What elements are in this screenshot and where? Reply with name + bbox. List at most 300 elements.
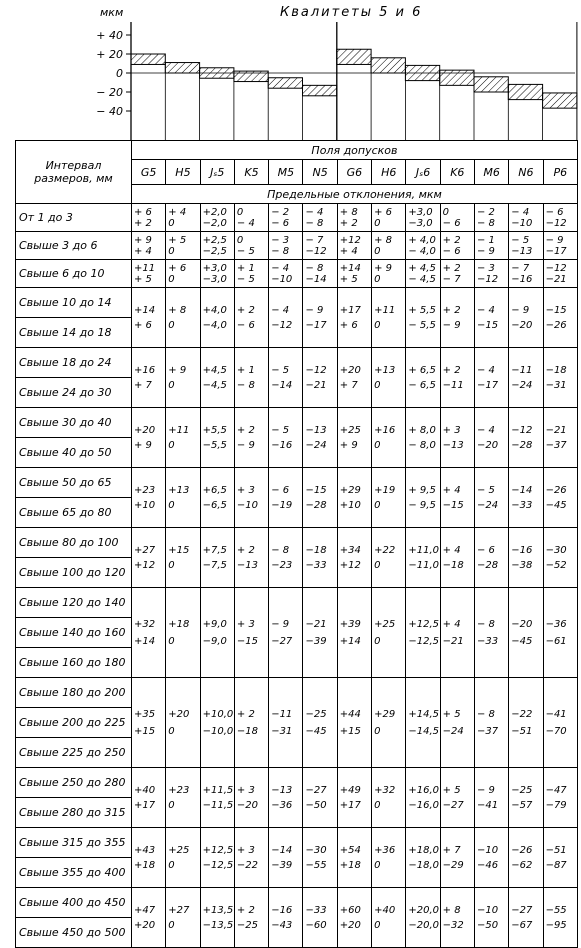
lower-deviation: 0 [374,273,381,285]
lower-deviation: −39 [305,635,327,647]
deviation-cell [234,678,268,768]
deviation-cell [474,528,508,588]
deviation-cell [372,260,406,288]
lower-deviation: 0 [168,725,175,737]
diagram-title: Квалитеты 5 и 6 [280,5,423,20]
deviation-cell [303,588,337,678]
deviation-cell [543,232,577,260]
deviation-cell [474,888,508,948]
upper-deviation: − 4 [476,364,495,376]
lower-deviation: + 5 [339,273,358,285]
table-row [16,468,578,498]
deviation-cell [132,678,166,768]
upper-deviation: +11,5 [202,784,234,796]
deviation-cell [200,204,234,232]
deviation-cell [337,232,371,260]
lower-deviation: +18 [134,859,156,871]
tolerance-field-bar [371,58,405,73]
upper-deviation: + 2 [236,904,255,916]
upper-deviation: +13 [374,364,396,376]
deviation-cell [543,204,577,232]
lower-deviation: −4,0 [202,319,227,331]
deviation-cell [406,260,440,288]
interval-label: Свыше 280 до 315 [16,798,132,828]
upper-deviation: +16 [374,424,396,436]
deviation-cell [200,528,234,588]
upper-deviation: + 3 [236,844,255,856]
upper-deviation: +44 [339,708,361,720]
lower-deviation: − 9,5 [408,499,436,511]
deviation-cell [132,348,166,408]
deviation-cell [234,588,268,678]
upper-deviation: +20,0 [408,904,440,916]
lower-deviation: −13 [511,245,533,257]
upper-deviation: +11,0 [408,544,440,556]
deviation-cell [372,288,406,348]
lower-deviation: 0 [374,319,381,331]
deviation-cell [132,408,166,468]
deviation-cell [200,260,234,288]
upper-deviation: −26 [511,844,533,856]
lower-deviation: −16 [271,439,293,451]
deviation-cell [200,232,234,260]
deviation-cell [474,260,508,288]
deviation-cell [509,348,543,408]
deviation-cell [474,768,508,828]
deviation-cell [543,260,577,288]
upper-deviation: −16 [511,544,533,556]
lower-deviation: −51 [511,725,533,737]
table-row [16,678,578,708]
upper-deviation: −47 [545,784,567,796]
deviation-cell [269,678,303,768]
deviation-cell [269,288,303,348]
deviation-cell [132,232,166,260]
lower-deviation: +17 [339,799,361,811]
lower-deviation: 0 [168,439,175,451]
upper-deviation: +40 [134,784,156,796]
deviation-cell [303,678,337,768]
deviation-cell [132,828,166,888]
lower-deviation: 0 [374,217,381,229]
lower-deviation: − 4,0 [408,245,436,257]
tolerance-field-bar [131,54,165,64]
deviation-cell [234,888,268,948]
interval-label: Свыше 180 до 200 [16,678,132,708]
upper-deviation: +3,0 [408,206,433,218]
upper-deviation: −13 [305,424,327,436]
lower-deviation: −11 [442,379,464,391]
upper-deviation: +15 [168,544,190,556]
lower-deviation: −4,5 [202,379,227,391]
upper-deviation: +25 [374,618,396,630]
upper-deviation: +16 [134,364,156,376]
deviation-cell [509,678,543,768]
deviation-cell [543,288,577,348]
upper-deviation: −21 [545,424,567,436]
deviation-cell [269,528,303,588]
interval-label: Свыше 225 до 250 [16,738,132,768]
deviation-cell [303,288,337,348]
lower-deviation: −62 [511,859,533,871]
tolerance-field-bar [234,71,268,81]
deviation-cell [166,408,200,468]
deviation-cell [543,528,577,588]
lower-deviation: −43 [271,919,293,931]
lower-deviation: −12,5 [408,635,440,647]
deviation-cell [474,588,508,678]
upper-deviation: −11 [271,708,293,720]
deviation-cell [406,528,440,588]
deviation-cell [337,588,371,678]
lower-deviation: +10 [339,499,361,511]
lower-deviation: − 5,5 [408,319,436,331]
lower-deviation: −10 [271,273,293,285]
upper-deviation: +2,0 [202,206,227,218]
upper-deviation: − 6 [271,484,290,496]
upper-deviation: + 8 [374,234,392,246]
deviation-cell [337,768,371,828]
upper-deviation: − 5 [271,364,290,376]
lower-deviation: −15 [442,499,464,511]
lower-deviation: + 2 [134,217,152,229]
deviation-cell [303,528,337,588]
upper-deviation: + 9 [168,364,187,376]
lower-deviation: + 7 [339,379,358,391]
deviation-cell [406,588,440,678]
upper-deviation: + 3 [236,618,255,630]
deviation-cell [509,204,543,232]
lower-deviation: −16 [511,273,533,285]
upper-deviation: − 9 [476,784,495,796]
lower-deviation: −3,0 [408,217,433,229]
lower-deviation: −28 [511,439,533,451]
upper-deviation: −12 [511,424,533,436]
interval-label: Свыше 120 до 140 [16,588,132,618]
upper-deviation: −14 [511,484,533,496]
lower-deviation: − 6 [236,319,255,331]
upper-deviation: − 4 [476,304,495,316]
lower-deviation: − 8,0 [408,439,436,451]
interval-label: Свыше 100 до 120 [16,558,132,588]
deviation-cell [543,588,577,678]
deviation-cell [372,408,406,468]
lower-deviation: −24 [442,725,464,737]
lower-deviation: −61 [545,635,567,647]
deviation-cell [234,528,268,588]
deviation-cell [509,768,543,828]
lower-deviation: 0 [168,799,175,811]
lower-deviation: + 4 [134,245,152,257]
deviation-cell [166,288,200,348]
lower-deviation: −10,0 [202,725,234,737]
lower-deviation: −15 [236,635,258,647]
lower-deviation: +10 [134,499,156,511]
lower-deviation: −14 [305,273,327,285]
table-row [16,348,578,378]
lower-deviation: −9,0 [202,635,227,647]
upper-deviation: − 2 [271,206,290,218]
upper-deviation: + 8 [168,304,187,316]
deviation-cell [234,828,268,888]
upper-deviation: +35 [134,708,156,720]
upper-deviation: + 2 [236,544,255,556]
deviation-cell [303,348,337,408]
upper-deviation: − 6 [545,206,564,218]
deviation-cell [406,768,440,828]
lower-deviation: −11,5 [202,799,234,811]
upper-deviation: − 2 [476,206,495,218]
upper-deviation: −55 [545,904,567,916]
deviation-cell [509,408,543,468]
upper-deviation: +3,0 [202,262,227,274]
deviation-cell [234,260,268,288]
upper-deviation: − 6 [476,544,495,556]
upper-deviation: −13 [271,784,293,796]
upper-deviation: −27 [305,784,327,796]
lower-deviation: −7,5 [202,559,227,571]
deviation-cell [303,232,337,260]
table-row [16,528,578,558]
upper-deviation: +9,0 [202,618,227,630]
fields-header: Поля допусков [132,141,578,160]
upper-deviation: +49 [339,784,361,796]
upper-deviation: +20 [168,708,190,720]
deviation-cell [440,528,474,588]
deviation-cell [440,288,474,348]
lower-deviation: −41 [476,799,499,811]
deviation-cell [269,588,303,678]
lower-deviation: −26 [545,319,567,331]
deviation-cell [269,888,303,948]
deviation-cell [303,828,337,888]
deviation-cell [543,678,577,768]
lower-deviation: − 8 [305,217,324,229]
table-row [16,260,578,288]
deviation-cell [440,678,474,768]
deviation-cell [440,348,474,408]
lower-deviation: 0 [168,319,175,331]
lower-deviation: − 8 [236,379,255,391]
deviation-cell [440,204,474,232]
upper-deviation: +14 [134,304,156,316]
upper-deviation: +14,5 [408,708,440,720]
tolerance-field-bar [405,65,439,80]
lower-deviation: −18 [236,725,258,737]
upper-deviation: + 4 [442,544,461,556]
upper-deviation: − 5 [476,484,495,496]
lower-deviation: 0 [168,859,175,871]
upper-deviation: +18,0 [408,844,440,856]
lower-deviation: −3,0 [202,273,227,285]
deviation-cell [200,588,234,678]
deviation-cell [132,528,166,588]
deviation-cell [337,260,371,288]
upper-deviation: −36 [545,618,567,630]
diagram-tick-label: + 20 [96,48,123,61]
deviation-cell [372,768,406,828]
upper-deviation: − 4 [511,206,530,218]
deviation-cell [200,288,234,348]
deviation-cell [474,468,508,528]
lower-deviation: − 8 [271,245,290,257]
interval-label: Свыше 18 до 24 [16,348,132,378]
deviation-cell [200,408,234,468]
table-row [16,408,578,438]
lower-deviation: −45 [511,635,533,647]
upper-deviation: + 4,0 [408,234,436,246]
interval-label: Свыше 140 до 160 [16,618,132,648]
upper-deviation: + 4 [168,206,187,218]
deviation-cell [406,408,440,468]
lower-deviation: 0 [168,245,175,257]
lower-deviation: −14 [271,379,293,391]
upper-deviation: +2,5 [202,234,227,246]
deviation-cell [269,348,303,408]
interval-label: От 1 до 3 [16,204,132,232]
diagram-tick-label: 0 [116,67,123,80]
upper-deviation: +22 [374,544,396,556]
upper-deviation: − 4 [476,424,495,436]
lower-deviation: 0 [168,217,175,229]
upper-deviation: −20 [511,618,533,630]
deviation-cell [166,828,200,888]
lower-deviation: −20 [236,799,258,811]
deviation-cell [269,408,303,468]
interval-label: Свыше 160 до 180 [16,648,132,678]
tolerance-field-bar [543,93,577,108]
upper-deviation: +32 [374,784,396,796]
upper-deviation: −30 [305,844,327,856]
upper-deviation: +11 [168,424,190,436]
lower-deviation: −70 [545,725,567,737]
table-row [16,204,578,232]
upper-deviation: + 3 [442,424,461,436]
upper-deviation: − 9 [271,618,290,630]
deviation-cell [543,468,577,528]
upper-deviation: +29 [374,708,396,720]
deviation-cell [269,232,303,260]
deviation-cell [509,468,543,528]
deviation-cell [509,528,543,588]
deviations-header: Предельные отклонения, мкм [132,185,578,204]
lower-deviation: + 7 [134,379,152,391]
upper-deviation: +34 [339,544,361,556]
lower-deviation: −18 [442,559,464,571]
upper-deviation: +16,0 [408,784,440,796]
lower-deviation: − 6 [442,245,461,257]
upper-deviation: − 7 [305,234,324,246]
deviation-cell [234,468,268,528]
deviation-cell [406,288,440,348]
lower-deviation: 0 [168,919,175,931]
upper-deviation: +19 [374,484,396,496]
interval-header: Интервал размеров, мм [16,141,132,204]
deviation-cell [303,204,337,232]
lower-deviation: + 5 [134,273,152,285]
deviation-cell [337,528,371,588]
deviation-cell [406,232,440,260]
interval-label: Свыше 14 до 18 [16,318,132,348]
upper-deviation: +23 [168,784,190,796]
lower-deviation: − 9 [442,319,461,331]
lower-deviation: −12 [271,319,293,331]
tolerance-field-bar [268,78,302,88]
lower-deviation: −52 [545,559,567,571]
deviation-cell [234,232,268,260]
lower-deviation: − 9 [476,245,495,257]
deviation-cell [166,528,200,588]
deviation-cell [406,348,440,408]
column-header: N6 [509,160,543,185]
upper-deviation: 0 [236,206,244,218]
lower-deviation: −50 [305,799,327,811]
lower-deviation: −37 [545,439,567,451]
upper-deviation: +4,5 [202,364,227,376]
upper-deviation: + 2 [442,262,461,274]
upper-deviation: − 4 [271,304,290,316]
deviation-cell [440,888,474,948]
lower-deviation: − 4 [236,217,255,229]
interval-label: Свыше 80 до 100 [16,528,132,558]
upper-deviation: −26 [545,484,567,496]
deviation-cell [543,828,577,888]
lower-deviation: − 9 [236,439,255,451]
upper-deviation: +39 [339,618,361,630]
lower-deviation: −33 [476,635,499,647]
column-header: K6 [440,160,474,185]
deviation-cell [509,588,543,678]
upper-deviation: +25 [168,844,190,856]
lower-deviation: +20 [134,919,156,931]
upper-deviation: −12 [305,364,327,376]
deviation-cell [337,468,371,528]
upper-deviation: −14 [271,844,293,856]
deviation-cell [337,888,371,948]
lower-deviation: −38 [511,559,533,571]
deviation-cell [200,468,234,528]
lower-deviation: 0 [168,559,175,571]
lower-deviation: + 2 [339,217,358,229]
lower-deviation: −37 [476,725,499,737]
upper-deviation: + 9,5 [408,484,436,496]
upper-deviation: + 3 [236,784,255,796]
deviation-cell [166,260,200,288]
lower-deviation: −12 [545,217,567,229]
upper-deviation: − 9 [545,234,564,246]
deviation-cell [269,828,303,888]
lower-deviation: −22 [236,859,258,871]
upper-deviation: + 4 [442,484,461,496]
upper-deviation: +5,5 [202,424,227,436]
lower-deviation: 0 [374,245,381,257]
deviation-cell [337,828,371,888]
deviation-cell [303,408,337,468]
lower-deviation: +12 [134,559,156,571]
lower-deviation: 0 [374,499,381,511]
lower-deviation: + 9 [134,439,152,451]
lower-deviation: +17 [134,799,156,811]
deviation-cell [372,468,406,528]
lower-deviation: − 4,5 [408,273,436,285]
interval-label: Свыше 250 до 280 [16,768,132,798]
lower-deviation: − 5 [236,245,255,257]
lower-deviation: −50 [476,919,499,931]
column-header: M6 [474,160,508,185]
lower-deviation: −33 [305,559,327,571]
lower-deviation: 0 [168,499,175,511]
upper-deviation: +12,5 [408,618,440,630]
